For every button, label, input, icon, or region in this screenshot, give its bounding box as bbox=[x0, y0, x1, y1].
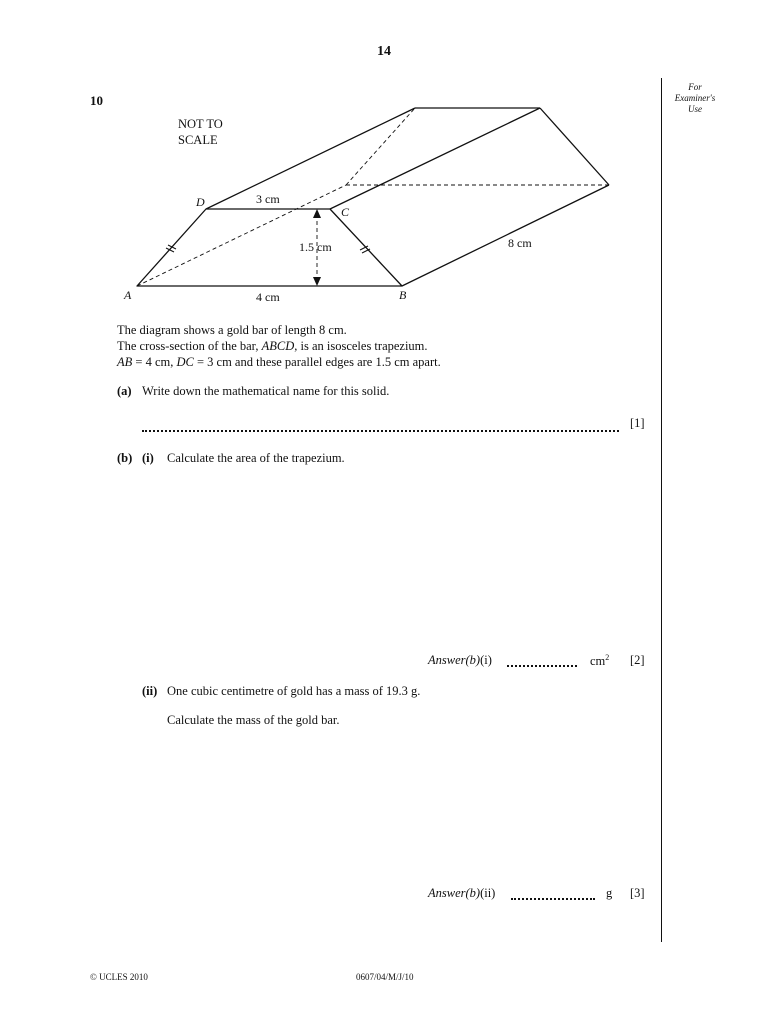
answer-b-i-line[interactable] bbox=[507, 665, 577, 667]
question-intro bbox=[117, 322, 441, 370]
edge-c-back bbox=[330, 108, 540, 209]
part-b-i-label: (i) bbox=[142, 451, 154, 465]
part-a-mark: [1] bbox=[630, 416, 645, 430]
part-a-answer-line[interactable] bbox=[142, 430, 619, 432]
label-c: C bbox=[341, 205, 350, 219]
note-line-2: SCALE bbox=[178, 133, 218, 147]
dim-length: 8 cm bbox=[508, 236, 532, 250]
label-d: D bbox=[196, 195, 205, 209]
answer-b-i-unit: $cm^2$ bbox=[590, 653, 610, 669]
intro-line-2-post: , is an isosceles trapezium. bbox=[294, 339, 428, 353]
edge-b-back bbox=[402, 185, 609, 286]
intro-line-2 bbox=[117, 338, 441, 354]
examiner-line-1: For bbox=[688, 82, 702, 92]
arrow-up bbox=[313, 209, 321, 218]
intro-line-2-pre: The cross-section of the bar, bbox=[117, 339, 262, 353]
part-b-i-mark: [2] bbox=[630, 653, 645, 667]
part-b-ii-mark: [3] bbox=[630, 886, 645, 900]
edge-d-back bbox=[206, 108, 415, 209]
intro-line-3 bbox=[117, 354, 441, 370]
note-line-1: NOT TO bbox=[178, 117, 223, 131]
part-b-i-text: Calculate the area of the trapezium. bbox=[167, 451, 345, 465]
intro-dc: DC bbox=[176, 355, 194, 369]
tick-ad-2 bbox=[168, 245, 176, 249]
examiner-line-3: Use bbox=[688, 104, 702, 114]
footer-copyright: © UCLES 2010 bbox=[90, 972, 148, 982]
intro-ab: AB bbox=[117, 355, 133, 369]
part-b-ii-text-2: Calculate the mass of the gold bar. bbox=[167, 713, 340, 727]
part-a-text: Write down the mathematical name for this solid. bbox=[142, 384, 390, 398]
back-right-edge bbox=[540, 108, 609, 185]
intro-line-3-a: = 4 cm, bbox=[132, 355, 177, 369]
footer-code: 0607/04/M/J/10 bbox=[356, 972, 414, 982]
part-b-ii-label: (ii) bbox=[142, 684, 158, 698]
dim-top: 3 cm bbox=[256, 192, 280, 206]
intro-abcd: ABCD bbox=[261, 339, 295, 353]
page-number: 14 bbox=[377, 44, 391, 59]
prism-diagram bbox=[0, 0, 768, 320]
arrow-down bbox=[313, 277, 321, 286]
label-b: B bbox=[399, 288, 407, 302]
part-b-ii-text-1: One cubic centimetre of gold has a mass of 19.3 g. bbox=[167, 684, 421, 698]
answer-b-ii-unit: g bbox=[606, 886, 613, 900]
answer-b-ii-label: Answer(b)(ii) bbox=[428, 886, 496, 900]
label-a: A bbox=[124, 288, 132, 302]
part-b-label: (b) bbox=[117, 451, 133, 465]
intro-line-3-b: = 3 cm and these parallel edges are 1.5 cm apart. bbox=[193, 355, 441, 369]
intro-line-1: The diagram shows a gold bar of length 8 cm. bbox=[117, 323, 347, 337]
dim-bottom: 4 cm bbox=[256, 290, 280, 304]
answer-b-i-label: Answer(b)(i) bbox=[428, 653, 492, 667]
examiner-line-2: Examiner's bbox=[674, 93, 716, 103]
answer-b-ii-line[interactable] bbox=[511, 898, 595, 900]
front-face bbox=[137, 209, 402, 286]
part-a-label: (a) bbox=[117, 384, 132, 398]
question-number: 10 bbox=[90, 93, 103, 108]
hidden-edge-a-back bbox=[137, 185, 346, 286]
dim-height: 1.5 cm bbox=[299, 240, 332, 254]
